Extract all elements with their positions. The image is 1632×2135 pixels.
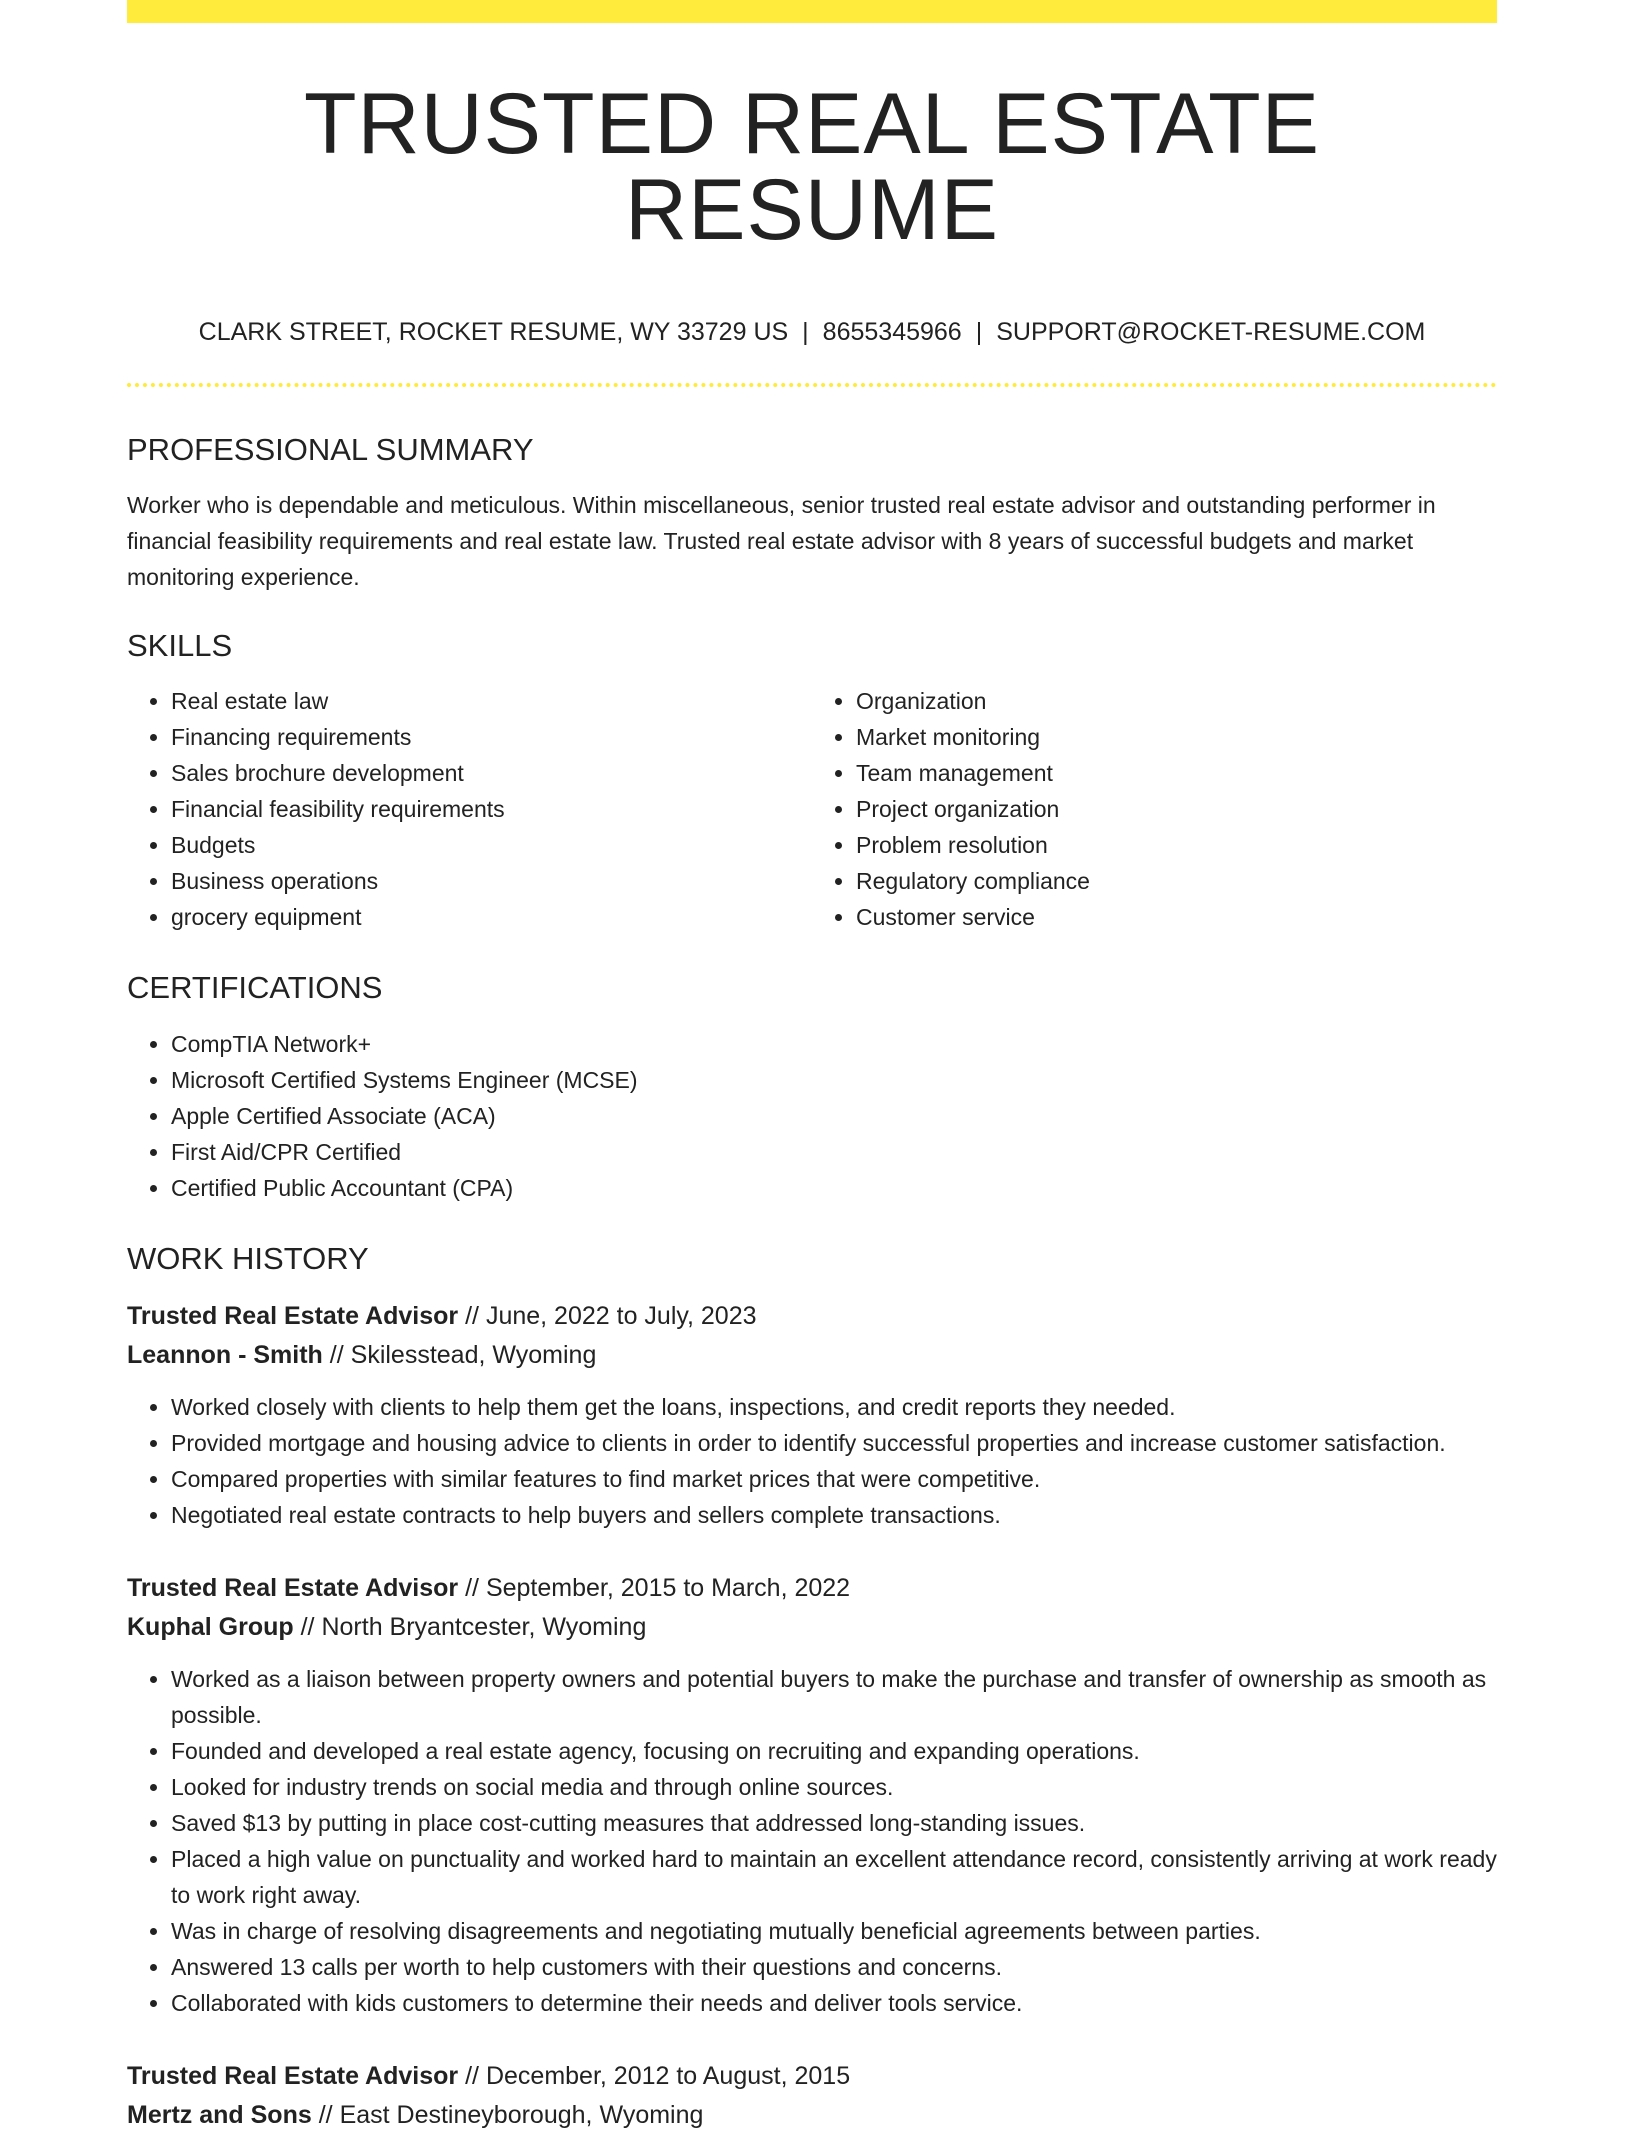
certification-item: • Certified Public Accountant (CPA): [171, 1170, 1497, 1206]
skill-item: • Financing requirements: [171, 719, 812, 755]
job-separator: //: [465, 1573, 479, 1602]
job-bullet: • Provided mortgage and housing advice to clients in order to identify successful properties and increase customer satisfaction.: [171, 1425, 1497, 1461]
job-bullet: • Saved $13 by putting in place cost-cutting measures that addressed long-standing issues.: [171, 1805, 1497, 1841]
resume-title: TRUSTED REAL ESTATE RESUME: [303, 76, 1321, 258]
job-dates: June, 2022 to July, 2023: [485, 1301, 757, 1330]
skill-item: • Financial feasibility requirements: [171, 791, 812, 827]
job-company: Leannon - Smith: [127, 1340, 323, 1369]
skill-item: • Real estate law: [171, 683, 812, 719]
job-company-line: [127, 1608, 1497, 1647]
work-history-heading: WORK HISTORY: [127, 1240, 369, 1276]
job-entry: [127, 2057, 1497, 2135]
summary-section: [127, 431, 1497, 595]
dotted-divider: [127, 383, 1497, 387]
job-title-line: [127, 2057, 1497, 2096]
skill-item: • Project organization: [856, 791, 1497, 827]
skill-item: • Sales brochure development: [171, 755, 812, 791]
job-bullet: • Looked for industry trends on social media and through online sources.: [171, 1769, 1497, 1805]
job-bullet: • Compared properties with similar features to find market prices that were competitive.: [171, 1461, 1497, 1497]
certification-item: • First Aid/CPR Certified: [171, 1134, 1497, 1170]
skill-item: • Business operations: [171, 863, 812, 899]
contact-phone: 8655345966: [822, 318, 962, 346]
job-dates: September, 2015 to March, 2022: [485, 1573, 851, 1602]
certification-item: • CompTIA Network+: [171, 1026, 1497, 1062]
contact-email: SUPPORT@ROCKET-RESUME.COM: [996, 318, 1426, 346]
job-company: Kuphal Group: [127, 1612, 294, 1641]
contact-separator: |: [975, 318, 983, 346]
skill-item: • Regulatory compliance: [856, 863, 1497, 899]
job-bullet: • Was in charge of resolving disagreements and negotiating mutually beneficial agreements between parties.: [171, 1913, 1497, 1949]
job-entry: [127, 1569, 1497, 2021]
job-company-line: [127, 1336, 1497, 1375]
job-bullets: [127, 1661, 1497, 2021]
summary-heading: PROFESSIONAL SUMMARY: [127, 432, 534, 467]
job-bullet: • Negotiated real estate contracts to help buyers and sellers complete transactions.: [171, 1497, 1497, 1533]
job-title-line: [127, 1297, 1497, 1336]
job-bullet: • Collaborated with kids customers to determine their needs and deliver tools service.: [171, 1985, 1497, 2021]
job-location: North Bryantcester, Wyoming: [321, 1612, 647, 1641]
skill-item: • Customer service: [856, 899, 1497, 935]
contact-line: [127, 317, 1497, 347]
skills-section: [127, 627, 1497, 935]
job-location: East Destineyborough, Wyoming: [339, 2100, 704, 2129]
job-bullets: [127, 1389, 1497, 1533]
skill-item: • Market monitoring: [856, 719, 1497, 755]
job-bullet: • Worked closely with clients to help them get the loans, inspections, and credit reports they needed.: [171, 1389, 1497, 1425]
job-bullet: • Worked as a liaison between property owners and potential buyers to make the purchase and transfer of ownership as smooth as possible.: [171, 1661, 1497, 1733]
job-separator: //: [300, 1612, 315, 1641]
job-separator: //: [465, 2061, 479, 2090]
job-separator: //: [329, 1340, 344, 1369]
certifications-section: [127, 969, 1497, 1205]
job-separator: //: [318, 2100, 333, 2129]
certifications-list: [127, 1026, 1497, 1206]
certifications-heading: CERTIFICATIONS: [127, 970, 383, 1006]
resume-page: [127, 0, 1497, 2135]
skills-right-list: [812, 683, 1497, 935]
work-history-section: [127, 1240, 1497, 2135]
job-bullet: • Placed a high value on punctuality and worked hard to maintain an excellent attendance record, consistently arriving at work ready to work right away.: [171, 1841, 1497, 1913]
job-dates: December, 2012 to August, 2015: [485, 2061, 851, 2090]
contact-separator: |: [802, 318, 809, 346]
skills-columns: [127, 683, 1497, 935]
contact-address: CLARK STREET, ROCKET RESUME, WY 33729 US: [198, 318, 789, 346]
skill-item: • Budgets: [171, 827, 812, 863]
skills-heading: SKILLS: [127, 628, 233, 664]
certification-item: • Microsoft Certified Systems Engineer (MCSE): [171, 1062, 1497, 1098]
certification-item: • Apple Certified Associate (ACA): [171, 1098, 1497, 1134]
job-company: Mertz and Sons: [127, 2100, 312, 2129]
job-bullet: • Answered 13 calls per worth to help customers with their questions and concerns.: [171, 1949, 1497, 1985]
job-bullet: • Founded and developed a real estate agency, focusing on recruiting and expanding operations.: [171, 1733, 1497, 1769]
summary-text: Worker who is dependable and meticulous. Within miscellaneous, senior trusted real estate advisor and outstanding performer in financial feasibility requirements and real estate law. Trusted real estate advisor with 8 years of successful budgets and market monitoring experience.: [127, 492, 1436, 591]
skill-item: • grocery equipment: [171, 899, 812, 935]
job-title: Trusted Real Estate Advisor: [127, 1301, 459, 1330]
job-title-line: [127, 1569, 1497, 1608]
job-title: Trusted Real Estate Advisor: [127, 2061, 459, 2090]
job-separator: //: [465, 1301, 479, 1330]
skill-item: • Problem resolution: [856, 827, 1497, 863]
skill-item: • Team management: [856, 755, 1497, 791]
skills-left-list: [127, 683, 812, 935]
job-title: Trusted Real Estate Advisor: [127, 1573, 459, 1602]
top-accent-bar: [127, 0, 1497, 23]
job-location: Skilesstead, Wyoming: [350, 1340, 597, 1369]
job-entry: [127, 1297, 1497, 1533]
job-company-line: [127, 2096, 1497, 2135]
skill-item: • Organization: [856, 683, 1497, 719]
